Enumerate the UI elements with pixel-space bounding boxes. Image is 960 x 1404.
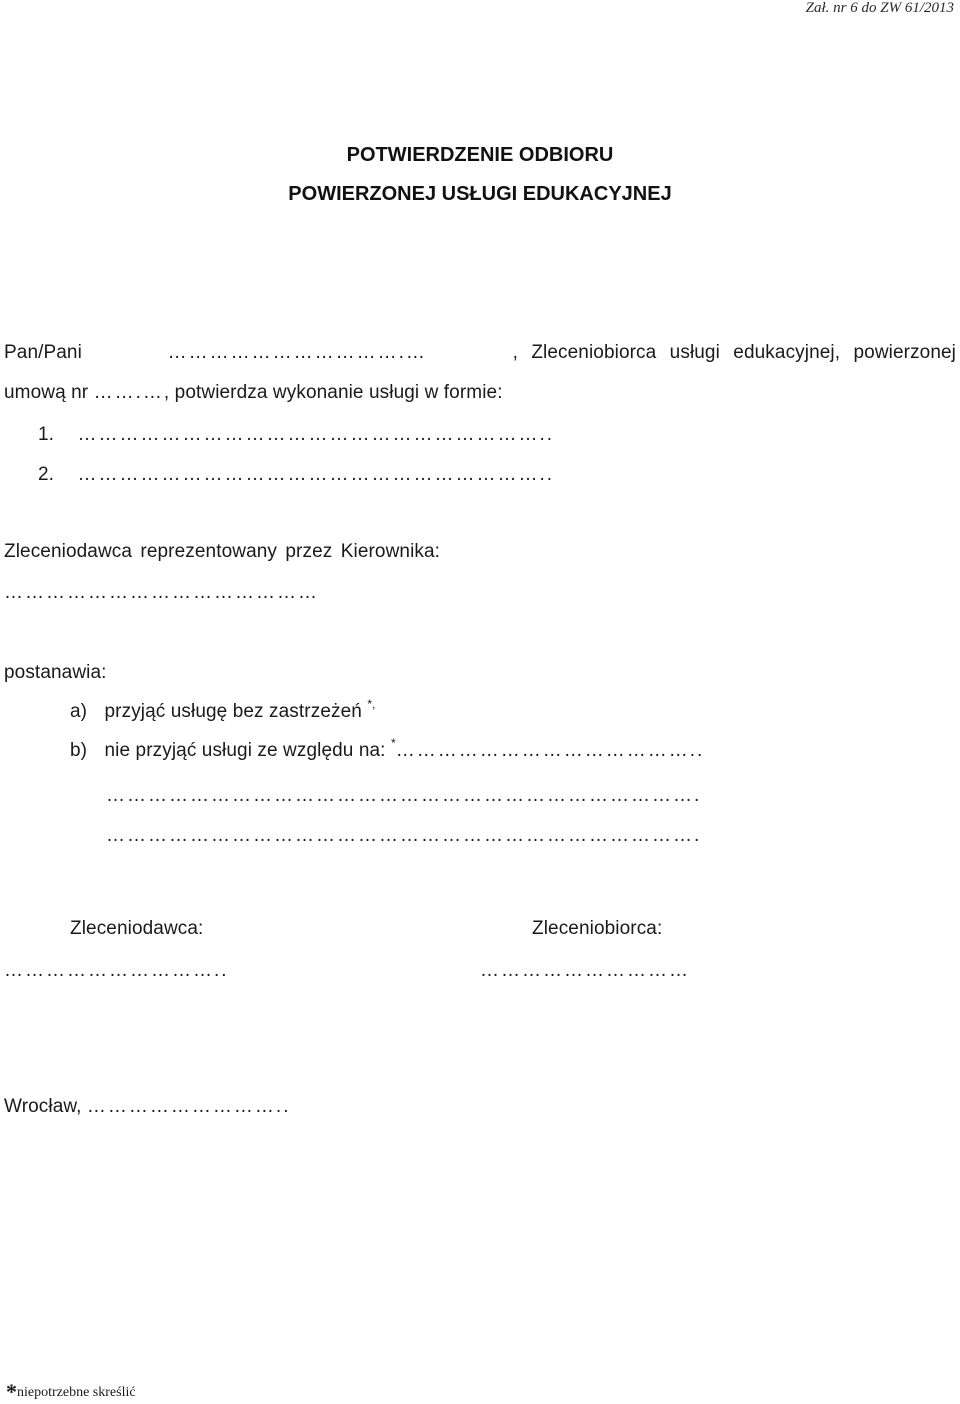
contractor-name-field[interactable]: …………………………….… [167, 342, 427, 363]
contractor-signature-field[interactable]: ………………………… [480, 960, 690, 981]
intro-line-2 [4, 382, 503, 404]
form-item-field[interactable]: ………………………………………………………….. [77, 424, 554, 445]
rejection-reason-line-3[interactable]: …………………………………………………………………………. [106, 825, 702, 846]
contract-number-field[interactable]: …….… [93, 382, 164, 403]
contractor-signature-label: Zleceniobiorca: [532, 918, 663, 939]
option-b-marker: b) [70, 740, 88, 761]
footnote [6, 1376, 136, 1402]
document-title-line2: POWIERZONEJ USŁUGI EDUKACYJNEJ [288, 183, 672, 205]
option-a-footnote-mark: *, [367, 697, 376, 711]
place-label: Wrocław, [4, 1096, 82, 1117]
form-item-2 [38, 464, 554, 486]
intro-line-1 [4, 342, 956, 364]
intro-line-2-text: , potwierdza wykonanie usługi w formie: [163, 382, 503, 403]
form-item-1 [38, 424, 554, 446]
rejection-reason-field[interactable]: …………………………………….. [395, 740, 705, 761]
pan-pani-label: Pan/Pani [4, 342, 82, 363]
option-b[interactable] [70, 736, 705, 762]
attachment-reference: Zał. nr 6 do ZW 61/2013 [805, 0, 954, 16]
form-item-number: 2. [38, 464, 55, 485]
date-field[interactable]: ……………………….. [86, 1096, 291, 1117]
rejection-reason-line-2[interactable]: …………………………………………………………………………. [106, 785, 702, 806]
option-a-marker: a) [70, 701, 88, 722]
manager-name-field[interactable]: ……………………………………… [4, 582, 319, 603]
represented-label: Zleceniodawca reprezentowany przez Kierownika: [4, 541, 441, 562]
place-date [4, 1096, 290, 1118]
client-signature-label: Zleceniodawca: [70, 918, 204, 939]
document-title-line1: POTWIERDZENIE ODBIORU [346, 144, 614, 166]
form-item-number: 1. [38, 424, 55, 445]
option-a-text: przyjąć usługę bez zastrzeżeń [104, 701, 362, 722]
option-b-footnote-mark: * [390, 736, 396, 750]
decision-label: postanawia: [4, 662, 107, 683]
option-a[interactable] [70, 697, 376, 723]
umowa-nr-label: umową nr [4, 382, 89, 403]
form-item-field[interactable]: ………………………………………………………….. [77, 464, 554, 485]
footnote-text: niepotrzebne skreślić [17, 1385, 136, 1400]
intro-line-1-text: , Zleceniobiorca usługi edukacyjnej, powierzonej [512, 342, 956, 363]
option-b-text: nie przyjąć usługi ze względu na: [104, 740, 386, 761]
footnote-star: * [6, 1379, 17, 1404]
client-signature-field[interactable]: ………………………….. [4, 960, 229, 981]
